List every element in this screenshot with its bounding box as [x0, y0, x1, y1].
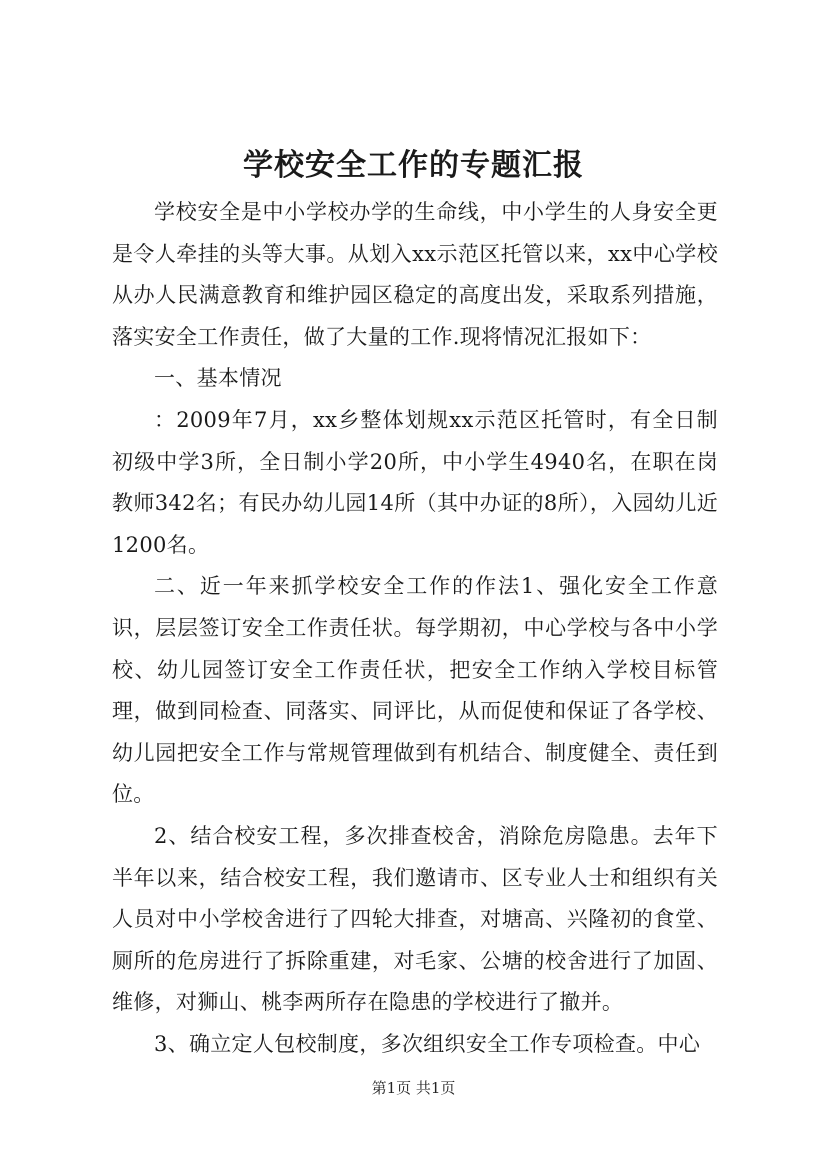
paragraph-intro: 学校安全是中小学校办学的生命线，中小学生的人身安全更是令人牵挂的头等大事。从划入xx示范区托管以来，xx中心学校从办人民满意教育和维护园区稳定的高度出发，采取系列措施，落实安全工作责任，做了大量的工作.现将情况汇报如下： [112, 200, 718, 349]
paragraph-practice-3: 3、确立定人包校制度，多次组织安全工作专项检查。中心 [154, 1031, 701, 1056]
paragraph-practice-2: 2、结合校安工程，多次排查校舍，消除危房隐患。去年下半年以来，结合校安工程，我们邀请市、区专业人士和组织有关人员对中小学校舍进行了四轮大排查，对塘高、兴隆初的食堂、厕所的危房进行了拆除重建，对毛家、公塘的校舍进行了加固、维修，对狮山、桃李两所存在隐患的学校进行了撤并。 [112, 823, 718, 1015]
paragraph-section-heading: 一、基本情况 [154, 366, 282, 391]
paragraph-practice-1: 二、近一年来抓学校安全工作的作法1、强化安全工作意识，层层签订安全工作责任状。每学期初，中心学校与各中小学校、幼儿园签订安全工作责任状，把安全工作纳入学校目标管理，做到同检查、同落实、同评比，从而促使和保证了各学校、幼儿园把安全工作与常规管理做到有机结合、制度健全、责任到位。 [112, 574, 718, 807]
document-title: 学校安全工作的专题汇报 [243, 148, 584, 183]
document-body [112, 192, 718, 1065]
page-number-footer: 第1页 共1页 [371, 1079, 456, 1097]
paragraph-basic-situation: ：2009年7月，xx乡整体划规xx示范区托管时，有全日制初级中学3所，全日制小学20所，中小学生4940名，在职在岗教师342名；有民办幼儿园14所（其中办证的8所），入园幼儿近1200名。 [112, 407, 718, 557]
